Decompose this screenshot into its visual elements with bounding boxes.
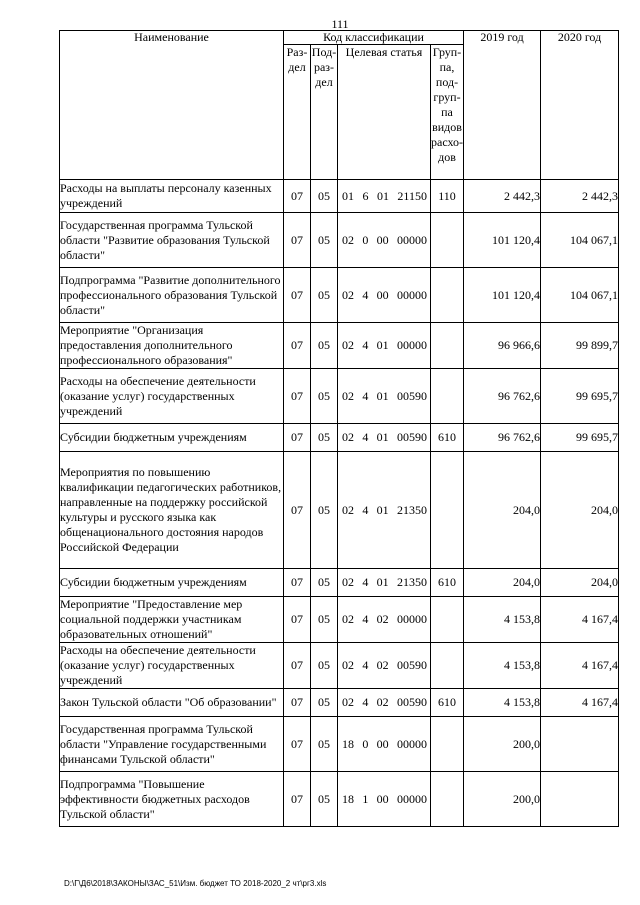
row-name: Государственная программа Тульской области "Управление государственными финансами Тульской области" — [60, 717, 284, 772]
row-podrazdel: 05 — [311, 213, 338, 268]
target-part: 00000 — [396, 232, 427, 247]
table-row — [60, 597, 619, 643]
row-name: Расходы на выплаты персоналу казенных учреждений — [60, 180, 284, 213]
row-name: Расходы на обеспечение деятельности (оказание услуг) государственных учреждений — [60, 369, 284, 424]
row-2020: 99 695,7 — [541, 369, 619, 424]
row-podrazdel: 05 — [311, 323, 338, 369]
row-name: Мероприятие "Организация предоставления дополнительного профессионального образования" — [60, 323, 284, 369]
target-part: 21150 — [397, 188, 427, 203]
target-part: 01 — [376, 388, 389, 403]
row-2020: 4 167,4 — [541, 689, 619, 717]
target-part: 21350 — [396, 502, 427, 517]
target-part: 00590 — [396, 430, 427, 444]
target-part: 00590 — [396, 658, 427, 672]
row-group — [431, 597, 464, 643]
table-body — [60, 180, 619, 827]
row-target — [338, 569, 431, 597]
header-code: Код классификации — [284, 31, 464, 45]
row-group — [431, 772, 464, 827]
target-part: 18 — [342, 791, 354, 806]
row-target — [338, 369, 431, 424]
row-razdel: 07 — [284, 369, 311, 424]
row-razdel: 07 — [284, 689, 311, 717]
row-podrazdel: 05 — [311, 369, 338, 424]
row-group: 610 — [431, 689, 464, 717]
target-part: 02 — [342, 612, 354, 626]
target-part: 00 — [376, 736, 389, 751]
row-name: Субсидии бюджетным учреждениям — [60, 569, 284, 597]
table-row — [60, 323, 619, 369]
target-part: 00000 — [396, 736, 427, 751]
row-2020: 99 695,7 — [541, 424, 619, 452]
row-2019: 96 762,6 — [464, 424, 541, 452]
row-razdel: 07 — [284, 569, 311, 597]
target-part: 02 — [342, 575, 354, 589]
target-part: 4 — [362, 502, 369, 517]
row-name: Расходы на обеспечение деятельности (оказание услуг) государственных учреждений — [60, 643, 284, 689]
row-2019: 4 153,8 — [464, 597, 541, 643]
target-part: 00 — [376, 791, 389, 806]
target-part: 4 — [362, 430, 369, 444]
row-2019: 4 153,8 — [464, 643, 541, 689]
header-razdel: Раз- дел — [284, 45, 311, 180]
header-2019: 2019 год — [464, 31, 541, 180]
row-podrazdel: 05 — [311, 717, 338, 772]
row-group: 110 — [431, 180, 464, 213]
target-part: 02 — [376, 612, 389, 626]
target-part: 00000 — [396, 791, 427, 806]
table-row — [60, 268, 619, 323]
row-target — [338, 180, 431, 213]
row-podrazdel: 05 — [311, 452, 338, 569]
row-group — [431, 369, 464, 424]
row-2019: 200,0 — [464, 772, 541, 827]
row-target — [338, 323, 431, 369]
target-part: 02 — [342, 338, 354, 352]
row-2019: 101 120,4 — [464, 268, 541, 323]
target-part: 02 — [342, 658, 354, 672]
row-name: Подпрограмма "Повышение эффективности бюджетных расходов Тульской области" — [60, 772, 284, 827]
target-part: 4 — [362, 575, 369, 589]
row-razdel: 07 — [284, 772, 311, 827]
target-part: 21350 — [396, 575, 427, 589]
row-name: Субсидии бюджетным учреждениям — [60, 424, 284, 452]
row-razdel: 07 — [284, 323, 311, 369]
target-part: 01 — [376, 502, 389, 517]
row-2019: 200,0 — [464, 717, 541, 772]
target-part: 02 — [342, 695, 354, 709]
row-podrazdel: 05 — [311, 424, 338, 452]
row-group — [431, 452, 464, 569]
row-name: Мероприятия по повышению квалификации педагогических работников, направленные на поддержку российской культуры и русского языка как общенационального достояния народов Российской Федерации — [60, 452, 284, 569]
row-podrazdel: 05 — [311, 643, 338, 689]
table-row — [60, 689, 619, 717]
file-path-footer: D:\Г\Д6\2018\ЗАКОНЫ\ЗАС_51\Изм. бюджет ТО 2018-2020_2 чт\рг3.xls — [64, 879, 327, 888]
row-group — [431, 643, 464, 689]
row-name: Мероприятие "Предоставление мер социальной поддержки участникам образовательных отношений" — [60, 597, 284, 643]
row-2019: 204,0 — [464, 452, 541, 569]
row-target — [338, 717, 431, 772]
target-part: 4 — [362, 287, 369, 302]
target-part: 4 — [362, 612, 369, 626]
target-part: 00 — [376, 287, 389, 302]
row-2020: 204,0 — [541, 452, 619, 569]
table-row — [60, 369, 619, 424]
budget-table — [59, 30, 619, 827]
row-razdel: 07 — [284, 424, 311, 452]
row-podrazdel: 05 — [311, 597, 338, 643]
row-2019: 96 966,6 — [464, 323, 541, 369]
row-target — [338, 689, 431, 717]
target-part: 00000 — [396, 612, 427, 626]
header-group: Груп- па, под- груп- па видов расхо- дов — [431, 45, 464, 180]
row-podrazdel: 05 — [311, 569, 338, 597]
row-group: 610 — [431, 424, 464, 452]
table-row — [60, 772, 619, 827]
table-row — [60, 180, 619, 213]
row-group — [431, 213, 464, 268]
target-part: 01 — [376, 575, 389, 589]
row-2020: 2 442,3 — [541, 180, 619, 213]
table-row — [60, 424, 619, 452]
row-podrazdel: 05 — [311, 689, 338, 717]
table-row — [60, 569, 619, 597]
row-2020: 4 167,4 — [541, 597, 619, 643]
target-part: 01 — [376, 188, 389, 203]
row-2020: 104 067,1 — [541, 213, 619, 268]
target-part: 02 — [342, 430, 354, 444]
row-group — [431, 323, 464, 369]
target-part: 00 — [376, 232, 389, 247]
row-target — [338, 597, 431, 643]
target-part: 0 — [362, 232, 369, 247]
row-2020: 4 167,4 — [541, 643, 619, 689]
row-2020: 99 899,7 — [541, 323, 619, 369]
row-group — [431, 268, 464, 323]
row-name: Подпрограмма "Развитие дополнительного профессионального образования Тульской области" — [60, 268, 284, 323]
target-part: 02 — [376, 658, 389, 672]
target-part: 02 — [342, 287, 354, 302]
row-razdel: 07 — [284, 180, 311, 213]
row-podrazdel: 05 — [311, 268, 338, 323]
target-part: 01 — [376, 338, 389, 352]
row-podrazdel: 05 — [311, 772, 338, 827]
row-name: Государственная программа Тульской области "Развитие образования Тульской области" — [60, 213, 284, 268]
table-row — [60, 717, 619, 772]
table-row — [60, 452, 619, 569]
target-part: 4 — [362, 658, 369, 672]
row-2019: 96 762,6 — [464, 369, 541, 424]
row-2019: 204,0 — [464, 569, 541, 597]
row-group: 610 — [431, 569, 464, 597]
target-part: 00000 — [396, 287, 427, 302]
target-part: 0 — [362, 736, 369, 751]
target-part: 02 — [342, 232, 354, 247]
page-number: 111 — [331, 17, 349, 31]
row-target — [338, 452, 431, 569]
target-part: 02 — [342, 502, 354, 517]
row-2019: 101 120,4 — [464, 213, 541, 268]
target-part: 4 — [362, 338, 369, 352]
row-2020: 104 067,1 — [541, 268, 619, 323]
row-2019: 2 442,3 — [464, 180, 541, 213]
row-razdel: 07 — [284, 597, 311, 643]
row-razdel: 07 — [284, 452, 311, 569]
row-razdel: 07 — [284, 717, 311, 772]
target-part: 00000 — [396, 338, 427, 352]
target-part: 1 — [362, 791, 369, 806]
row-razdel: 07 — [284, 268, 311, 323]
header-name: Наименование — [60, 31, 284, 180]
row-group — [431, 717, 464, 772]
header-target: Целевая статья — [338, 45, 431, 180]
target-part: 00590 — [396, 695, 427, 709]
row-2019: 4 153,8 — [464, 689, 541, 717]
row-2020 — [541, 717, 619, 772]
row-razdel: 07 — [284, 643, 311, 689]
row-podrazdel: 05 — [311, 180, 338, 213]
target-part: 18 — [342, 736, 354, 751]
header-podrazdel: Под- раз- дел — [311, 45, 338, 180]
row-razdel: 07 — [284, 213, 311, 268]
row-target — [338, 772, 431, 827]
target-part: 02 — [342, 388, 354, 403]
target-part: 6 — [362, 188, 369, 203]
row-target — [338, 268, 431, 323]
target-part: 01 — [376, 430, 389, 444]
row-2020 — [541, 772, 619, 827]
target-part: 01 — [342, 188, 354, 203]
target-part: 4 — [362, 695, 369, 709]
row-2020: 204,0 — [541, 569, 619, 597]
header-2020: 2020 год — [541, 31, 619, 180]
row-name: Закон Тульской области "Об образовании" — [60, 689, 284, 717]
target-part: 00590 — [396, 388, 427, 403]
target-part: 02 — [376, 695, 389, 709]
table-row — [60, 213, 619, 268]
row-target — [338, 643, 431, 689]
target-part: 4 — [362, 388, 369, 403]
row-target — [338, 424, 431, 452]
row-target — [338, 213, 431, 268]
table-row — [60, 643, 619, 689]
